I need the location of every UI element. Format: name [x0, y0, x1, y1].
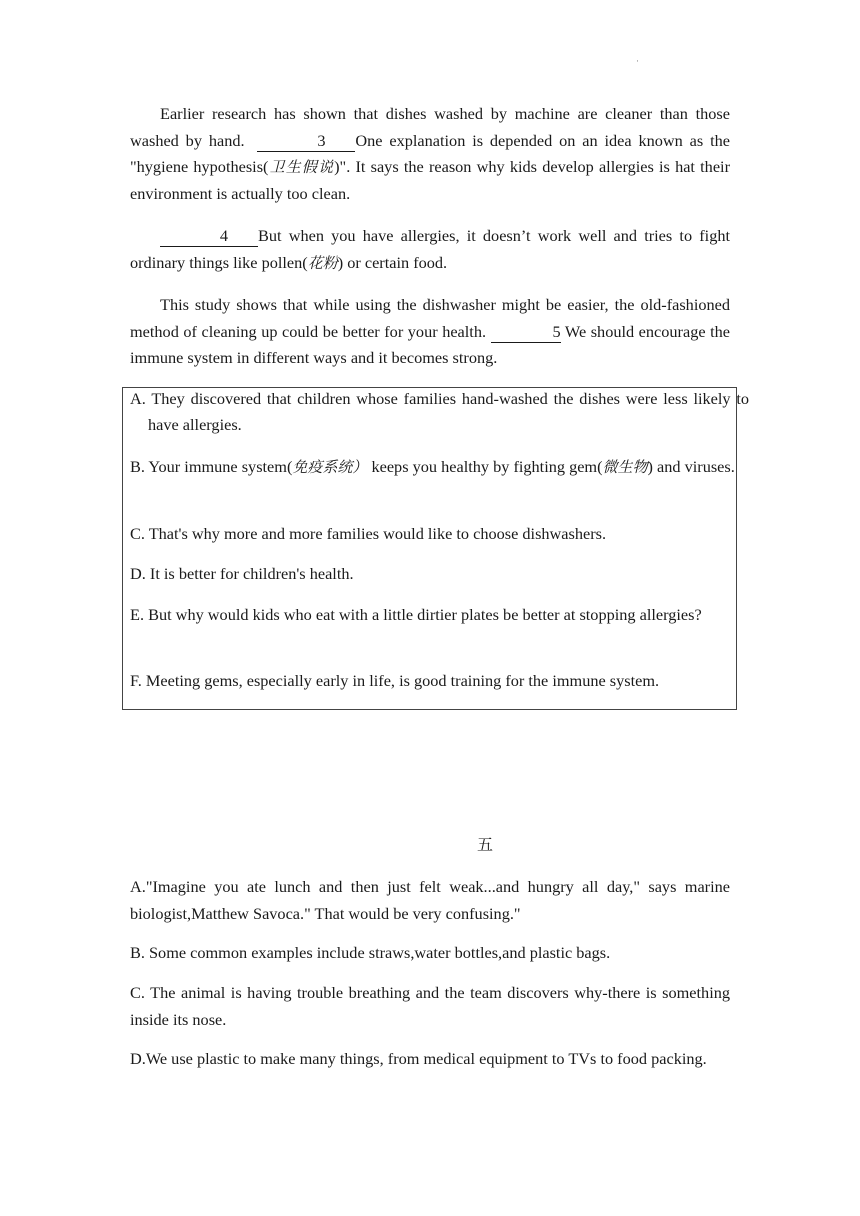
option-b-text-3: ) and viruses.: [647, 457, 735, 476]
option-b: [130, 454, 749, 480]
passage-paragraph-1: [130, 101, 730, 207]
option-c: C. That's why more and more families would like to choose dishwashers.: [130, 524, 607, 543]
blank-3: 3: [257, 131, 355, 152]
section-five-option-a: A."Imagine you ate lunch and then just felt weak...and hungry all day," says marine biologist,Matthew Savoca." That would be very confusing.": [130, 877, 730, 923]
option-a: A. They discovered that children whose families hand-washed the dishes were less likely to have allergies.: [130, 389, 749, 434]
passage-paragraph-3: [130, 292, 730, 372]
section-five-option-c: C. The animal is having trouble breathing and the team discovers why-there is something inside its nose.: [130, 983, 730, 1029]
section-five-option-d: D.We use plastic to make many things, from medical equipment to TVs to food packing.: [130, 1049, 707, 1068]
option-b-text-2: keeps you healthy by fighting gem(: [371, 457, 603, 476]
paragraph-1-text: Earlier research has shown that dishes washed by machine are cleaner than those washed by hand.: [130, 104, 730, 150]
option-f: F. Meeting gems, especially early in life, is good training for the immune system.: [130, 671, 660, 690]
blank-5: 5: [491, 322, 561, 343]
options-box: [122, 387, 749, 710]
chinese-gloss-pollen: 花粉: [307, 253, 338, 272]
paragraph-3-text: This study shows that while using the dishwasher might be easier, the old-fashioned method of cleaning up could be better for your health.: [130, 295, 730, 341]
option-d: D. It is better for children's health.: [130, 564, 354, 583]
option-e: E. But why would kids who eat with a little dirtier plates be better at stopping allergies?: [130, 605, 702, 624]
paragraph-2-text-b: ) or certain food.: [337, 252, 448, 272]
passage-paragraph-2: [130, 223, 730, 276]
chinese-gloss-microbe: 微生物: [602, 458, 648, 476]
blank-4: 4: [160, 226, 258, 247]
page-mark: ·: [636, 56, 639, 66]
paragraph-1-text-c: )". It says the reason why kids develop allergies is hat their environment is actually too clean.: [130, 157, 730, 203]
paragraph-3-after: We should encourage the immune system in different ways and it becomes strong.: [130, 321, 731, 367]
section-title: 五: [476, 837, 493, 854]
chinese-gloss-hygiene: 卫生假说: [268, 158, 335, 176]
chinese-gloss-immune-system: 免疫系统）: [292, 458, 368, 476]
option-b-text-1: B. Your immune system(: [130, 457, 293, 476]
section-five-option-b: B. Some common examples include straws,water bottles,and plastic bags.: [130, 943, 611, 962]
paragraph-2-text-a: But when you have allergies, it doesn’t work well and tries to fight ordinary things like pollen(: [130, 226, 730, 272]
paragraph-1-text-b: One explanation is depended on an idea known as the "hygiene hypothesis(: [130, 130, 730, 176]
